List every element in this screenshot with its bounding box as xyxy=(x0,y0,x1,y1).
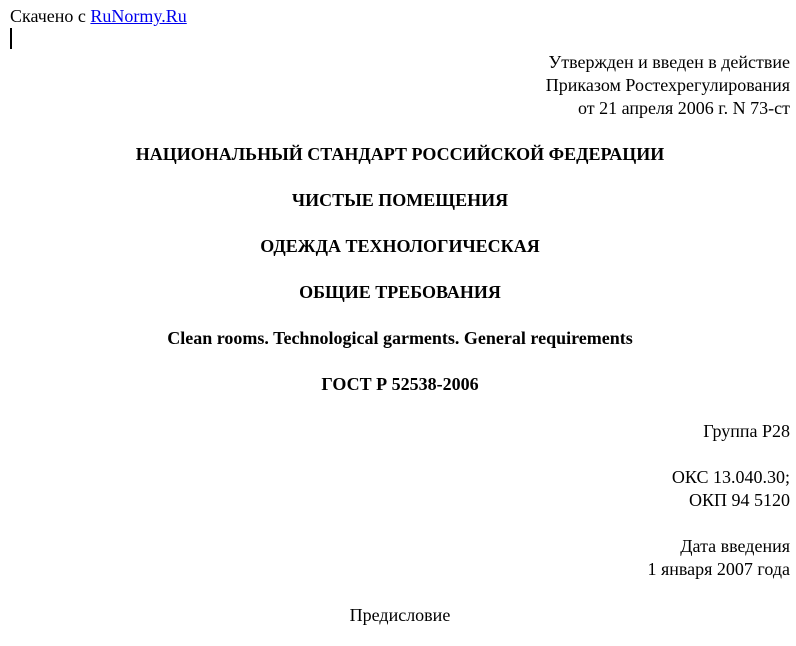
requirements-heading: ОБЩИЕ ТРЕБОВАНИЯ xyxy=(299,282,501,302)
garments-heading: ОДЕЖДА ТЕХНОЛОГИЧЕСКАЯ xyxy=(260,236,540,256)
introduction-date: 1 января 2007 года xyxy=(647,559,790,579)
okp-code: ОКП 94 5120 xyxy=(688,490,790,510)
download-source-line xyxy=(10,5,187,27)
text-caret xyxy=(10,28,12,49)
oks-code: ОКС 13.040.30; xyxy=(671,467,790,487)
group-code: Группа Р28 xyxy=(703,421,790,441)
gost-number: ГОСТ Р 52538-2006 xyxy=(321,374,479,394)
national-standard-heading: НАЦИОНАЛЬНЫЙ СТАНДАРТ РОССИЙСКОЙ ФЕДЕРАЦИИ xyxy=(135,144,665,164)
clean-rooms-heading: ЧИСТЫЕ ПОМЕЩЕНИЯ xyxy=(291,190,509,210)
approval-line-3: от 21 апреля 2006 г. N 73-ст xyxy=(578,98,790,118)
approval-line-1: Утвержден и введен в действие xyxy=(548,52,790,72)
preface-heading: Предисловие xyxy=(349,605,451,625)
english-title: Clean rooms. Technological garments. General requirements xyxy=(167,328,633,348)
source-link[interactable]: RuNormy.Ru xyxy=(90,6,187,26)
approval-line-2: Приказом Ростехрегулирования xyxy=(545,75,790,95)
download-prefix: Скачено с xyxy=(10,6,86,26)
introduction-date-label: Дата введения xyxy=(680,536,790,556)
